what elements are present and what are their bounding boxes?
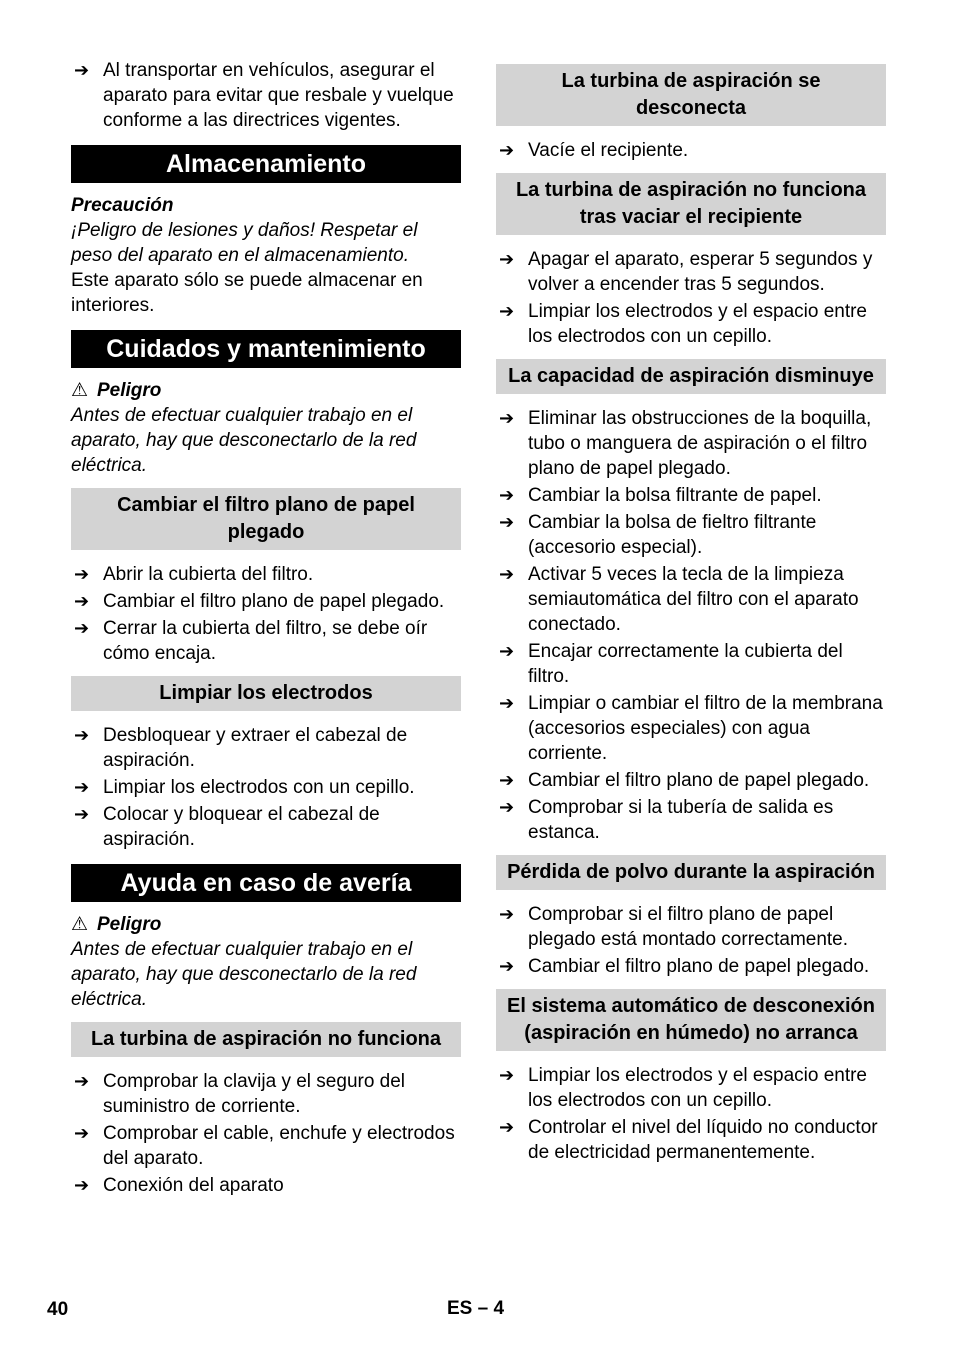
arrow-icon: ➔ [499,904,515,924]
danger-label: ⚠ Peligro [71,914,162,935]
right-column [496,64,886,1167]
arrow-icon: ➔ [74,1123,90,1143]
disconnects-list [496,138,886,163]
capacity-list [496,406,886,845]
filter-list [71,562,461,666]
dust-list [496,902,886,979]
arrow-icon: ➔ [74,60,90,80]
arrow-icon: ➔ [499,1117,515,1137]
warning-triangle-icon: ⚠ [71,914,89,935]
arrow-icon: ➔ [499,770,515,790]
arrow-icon: ➔ [74,1071,90,1091]
list-item: ➔ Eliminar las obstrucciones de la boquilla, tubo o manguera de aspiración o el filtro plano de papel plegado. [499,408,872,479]
arrow-icon: ➔ [74,725,90,745]
arrow-icon: ➔ [499,301,515,321]
list-item: ➔ Al transportar en vehículos, asegurar el aparato para evitar que resbale y vuelque conforme a las directrices vigentes. [74,60,454,131]
subsection-title-turbine: La turbina de aspiración no funciona [71,1022,461,1057]
page-code: ES – 4 [447,1298,505,1319]
arrow-icon: ➔ [499,408,515,428]
subsection-title-auto-off: El sistema automático de desconexión (aspiración en húmedo) no arranca [496,989,886,1051]
arrow-icon: ➔ [499,956,515,976]
list-item: ➔ Vacíe el recipiente. [499,140,689,161]
auto-off-list [496,1063,886,1165]
list-item: ➔ Limpiar los electrodos con un cepillo. [74,777,415,798]
subsection-title-capacity: La capacidad de aspiración disminuye [496,359,886,394]
danger-text: Antes de efectuar cualquier trabajo en el aparato, hay que desconectarlo de la red eléctrica. [71,939,417,1010]
list-item: ➔ Cambiar la bolsa de fieltro filtrante (accesorio especial). [499,512,817,558]
arrow-icon: ➔ [74,591,90,611]
list-item: ➔ Activar 5 veces la tecla de la limpieza semiautomática del filtro con el aparato conectado. [499,564,859,635]
list-item: ➔ Comprobar si la tubería de salida es estanca. [499,797,834,843]
subsection-title-disconnects: La turbina de aspiración se desconecta [496,64,886,126]
arrow-icon: ➔ [499,140,515,160]
left-column [71,58,461,1200]
list-item: ➔ Limpiar los electrodos y el espacio entre los electrodos con un cepillo. [499,1065,868,1111]
storage-text: Este aparato sólo se puede almacenar en interiores. [71,270,423,316]
list-item: ➔ Abrir la cubierta del filtro. [74,564,314,585]
danger-text: Antes de efectuar cualquier trabajo en el aparato, hay que desconectarlo de la red eléctrica. [71,405,417,476]
list-item: ➔ Cambiar el filtro plano de papel plegado. [499,770,870,791]
subsection-title-dust: Pérdida de polvo durante la aspiración [496,855,886,890]
electrodes-list [71,723,461,852]
subsection-title-electrodes: Limpiar los electrodos [71,676,461,711]
arrow-icon: ➔ [499,249,515,269]
arrow-icon: ➔ [74,804,90,824]
intro-list [71,58,461,133]
arrow-icon: ➔ [499,797,515,817]
list-item: ➔ Encajar correctamente la cubierta del filtro. [499,641,843,687]
list-item: ➔ Desbloquear y extraer el cabezal de aspiración. [74,725,408,771]
subsection-title-filter: Cambiar el filtro plano de papel plegado [71,488,461,550]
arrow-icon: ➔ [499,512,515,532]
arrow-icon: ➔ [74,1175,90,1195]
arrow-icon: ➔ [499,641,515,661]
warning-triangle-icon: ⚠ [71,380,89,401]
caution-label: Precaución [71,195,174,216]
turbine-list [71,1069,461,1198]
list-item: ➔ Limpiar o cambiar el filtro de la membrana (accesorios especiales) con agua corriente. [499,693,883,764]
list-item: ➔ Cerrar la cubierta del filtro, se debe oír cómo encaja. [74,618,428,664]
list-item: ➔ Colocar y bloquear el cabezal de aspiración. [74,804,380,850]
list-item: ➔ Conexión del aparato [74,1175,284,1196]
list-item: ➔ Limpiar los electrodos y el espacio entre los electrodos con un cepillo. [499,301,868,347]
subsection-title-not-after-empty: La turbina de aspiración no funciona tras vaciar el recipiente [496,173,886,235]
list-item: ➔ Cambiar la bolsa filtrante de papel. [499,485,822,506]
section-title-help: Ayuda en caso de avería [71,864,461,902]
arrow-icon: ➔ [74,777,90,797]
list-item: ➔ Comprobar el cable, enchufe y electrodos del aparato. [74,1123,455,1169]
page-number: 40 [47,1299,69,1320]
arrow-icon: ➔ [499,485,515,505]
arrow-icon: ➔ [74,618,90,638]
arrow-icon: ➔ [74,564,90,584]
not-after-empty-list [496,247,886,349]
list-item: ➔ Comprobar si el filtro plano de papel plegado está montado correctamente. [499,904,849,950]
list-item: ➔ Cambiar el filtro plano de papel plegado. [499,956,870,977]
list-item: ➔ Cambiar el filtro plano de papel plegado. [74,591,445,612]
arrow-icon: ➔ [499,564,515,584]
list-item: ➔ Apagar el aparato, esperar 5 segundos y volver a encender tras 5 segundos. [499,249,873,295]
list-item: ➔ Controlar el nivel del líquido no conductor de electricidad permanentemente. [499,1117,878,1163]
arrow-icon: ➔ [499,693,515,713]
list-item: ➔ Comprobar la clavija y el seguro del suministro de corriente. [74,1071,406,1117]
section-title-storage: Almacenamiento [71,145,461,183]
danger-label: ⚠ Peligro [71,380,162,401]
arrow-icon: ➔ [499,1065,515,1085]
section-title-care: Cuidados y mantenimiento [71,330,461,368]
caution-text: ¡Peligro de lesiones y daños! Respetar el peso del aparato en el almacenamiento. [71,220,418,266]
